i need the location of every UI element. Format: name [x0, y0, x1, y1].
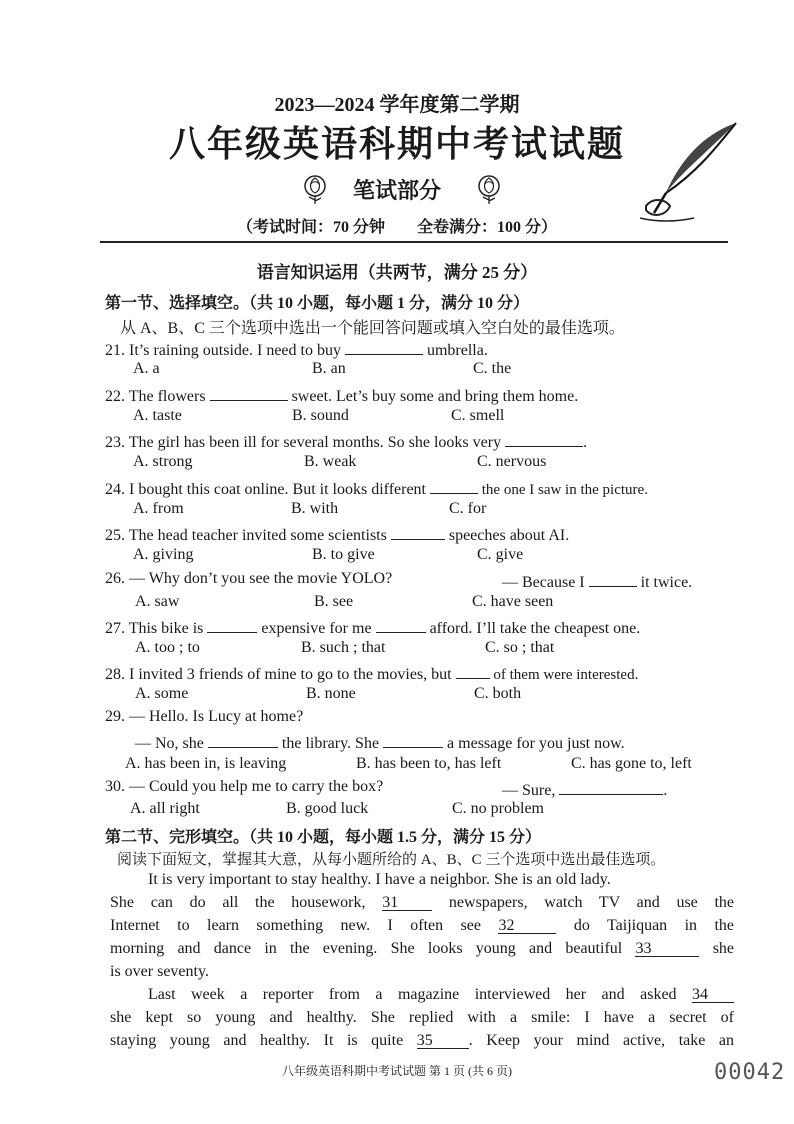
exam-info: （考试时间：70 分钟 全卷满分：100 分） — [236, 219, 557, 236]
q29-option-c[interactable]: C. has gone to, left — [571, 755, 692, 772]
question-26: 26. — Why don’t you see the movie YOLO? — [105, 570, 393, 587]
answer-blank[interactable] — [383, 731, 443, 748]
blank-34[interactable]: 34 — [692, 986, 734, 1003]
q25-option-a[interactable]: A. giving — [133, 546, 194, 563]
blank-32[interactable]: 32 — [498, 917, 556, 934]
q26-option-b[interactable]: B. see — [314, 593, 354, 610]
passage-line: staying young and healthy. It is quite 35 . Keep your mind active, take an — [110, 1032, 735, 1049]
passage-line: is over seventy. — [110, 963, 209, 980]
q27-option-c[interactable]: C. so ; that — [485, 639, 555, 656]
answer-blank[interactable] — [559, 778, 663, 795]
q21-option-b[interactable]: B. an — [312, 360, 346, 377]
blank-31[interactable]: 31 — [382, 894, 432, 911]
q21-option-c[interactable]: C. the — [473, 360, 512, 377]
question-29: 29. — Hello. Is Lucy at home? — [105, 708, 304, 725]
passage-line: she kept so young and healthy. She replied with a smile: I have a secret of — [110, 1009, 734, 1026]
answer-blank[interactable] — [430, 477, 478, 494]
question-22: 22. The flowers sweet. Let’s buy some and bring them home. — [105, 384, 578, 406]
question-30-reply: — Sure, . — [502, 778, 667, 800]
passage-line: Last week a reporter from a magazine interviewed her and asked 34 — [148, 986, 734, 1004]
passage-line: morning and dance in the evening. She looks young and beautiful 33 she — [110, 940, 735, 957]
answer-blank[interactable] — [210, 384, 288, 401]
part2-instruction: 阅读下面短文，掌握其大意，从每小题所给的 A、B、C 三个选项中选出最佳选项。 — [117, 852, 666, 868]
q23-option-c[interactable]: C. nervous — [477, 453, 547, 470]
q24-option-c[interactable]: C. for — [449, 500, 487, 517]
q27-option-a[interactable]: A. too ; to — [135, 639, 200, 656]
q30-option-b[interactable]: B. good luck — [286, 800, 369, 817]
question-29-reply: — No, she the library. She a message for you just now. — [135, 731, 625, 753]
question-24: 24. I bought this coat online. But it looks different the one I saw in the picture. — [105, 477, 648, 499]
q25-option-c[interactable]: C. give — [477, 546, 524, 563]
q21-option-a[interactable]: A. a — [133, 360, 160, 377]
exam-title: 八年级英语科期中考试试题 — [168, 124, 625, 164]
question-30: 30. — Could you help me to carry the box? — [105, 778, 384, 795]
q24-option-a[interactable]: A. from — [133, 500, 184, 517]
rose-icon — [472, 172, 506, 206]
q27-option-b[interactable]: B. such ; that — [301, 639, 386, 656]
q24-option-b[interactable]: B. with — [291, 500, 339, 517]
blank-33[interactable]: 33 — [635, 940, 699, 957]
q22-option-a[interactable]: A. taste — [133, 407, 182, 424]
question-25: 25. The head teacher invited some scientists speeches about AI. — [105, 523, 569, 545]
answer-blank[interactable] — [208, 731, 278, 748]
q22-option-b[interactable]: B. sound — [292, 407, 349, 424]
q29-option-a[interactable]: A. has been in, is leaving — [125, 755, 287, 772]
q22-option-c[interactable]: C. smell — [451, 407, 505, 424]
q28-option-a[interactable]: A. some — [135, 685, 189, 702]
q26-option-c[interactable]: C. have seen — [472, 593, 554, 610]
q29-option-b[interactable]: B. has been to, has left — [356, 755, 502, 772]
page-code: 00042 — [714, 1060, 786, 1085]
page-footer: 八年级英语科期中考试试题 第 1 页 (共 6 页) — [282, 1064, 512, 1078]
q28-option-c[interactable]: C. both — [474, 685, 522, 702]
q30-option-c[interactable]: C. no problem — [452, 800, 544, 817]
question-27: 27. This bike is expensive for me afford. I’ll take the cheapest one. — [105, 616, 640, 638]
passage-line: Internet to learn something new. I often see 32 do Taijiquan in the — [110, 917, 735, 934]
question-23: 23. The girl has been ill for several months. So she looks very . — [105, 430, 587, 452]
written-part-label: 笔试部分 — [352, 178, 441, 203]
q26-option-a[interactable]: A. saw — [135, 593, 180, 610]
part1-heading: 第一节、选择填空。（共 10 小题，每小题 1 分，满分 10 分） — [105, 295, 530, 312]
answer-blank[interactable] — [207, 616, 257, 633]
question-21: 21. It’s raining outside. I need to buy umbrella. — [105, 338, 488, 360]
answer-blank[interactable] — [589, 570, 637, 587]
quill-pen-icon — [636, 118, 746, 228]
answer-blank[interactable] — [376, 616, 426, 633]
question-28: 28. I invited 3 friends of mine to go to the movies, but of them were interested. — [105, 662, 638, 684]
exam-year-term: 2023—2024 学年度第二学期 — [274, 94, 520, 116]
passage-line: It is very important to stay healthy. I have a neighbor. She is an old lady. — [148, 871, 611, 888]
header-divider — [100, 241, 728, 243]
q28-option-b[interactable]: B. none — [306, 685, 356, 702]
part1-instruction: 从 A、B、C 三个选项中选出一个能回答问题或填入空白处的最佳选项。 — [120, 320, 625, 337]
answer-blank[interactable] — [345, 338, 423, 355]
answer-blank[interactable] — [456, 662, 490, 679]
part2-heading: 第二节、完形填空。（共 10 小题，每小题 1.5 分，满分 15 分） — [105, 829, 542, 846]
blank-35[interactable]: 35 — [417, 1032, 469, 1049]
q30-option-a[interactable]: A. all right — [130, 800, 200, 817]
question-26-reply: — Because I it twice. — [502, 570, 692, 592]
answer-blank[interactable] — [505, 430, 583, 447]
answer-blank[interactable] — [391, 523, 445, 540]
passage-line: She can do all the housework, 31 newspapers, watch TV and use the — [110, 894, 735, 911]
q23-option-b[interactable]: B. weak — [304, 453, 357, 470]
q23-option-a[interactable]: A. strong — [133, 453, 193, 470]
q25-option-b[interactable]: B. to give — [312, 546, 375, 563]
section-title: 语言知识运用（共两节，满分 25 分） — [256, 263, 538, 282]
